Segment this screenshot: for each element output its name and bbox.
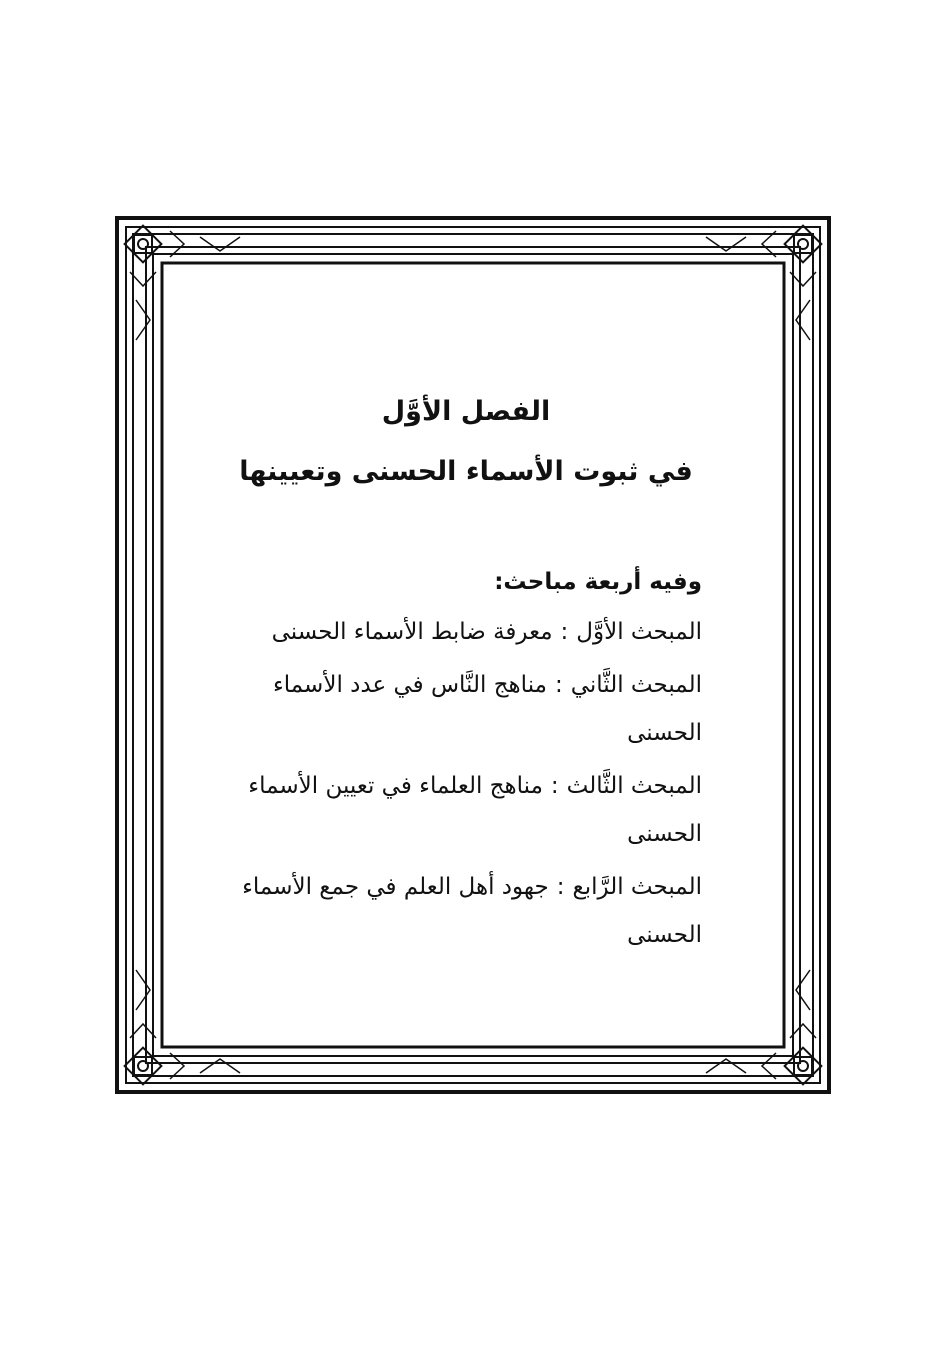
corner-ornament-top-left [125,226,162,263]
sections-list [230,608,702,959]
section-title: مناهج العلماء في تعيين الأسماء الحسنى [248,773,702,847]
corner-ornament-bottom-left [125,1048,162,1085]
section-item-1 [230,608,702,656]
section-title: معرفة ضابط الأسماء الحسنى [271,619,553,645]
section-title: جهود أهل العلم في جمع الأسماء الحسنى [242,874,702,948]
section-label: المبحث الثَّاني [570,672,702,698]
corner-ornament-bottom-right [785,1048,822,1085]
chapter-title: الفصل الأوَّل [381,396,551,427]
chapter-contents [230,390,702,964]
section-separator: : [550,773,559,799]
section-item-2 [230,661,702,757]
sections-intro: وفيه أربعة مباحث: [494,569,702,595]
section-label: المبحث الرَّابع [572,874,702,900]
chapter-subtitle: في ثبوت الأسماء الحسنى وتعيينها [239,456,693,487]
section-item-4 [230,863,702,959]
section-item-3 [230,762,702,858]
section-separator: : [560,619,569,645]
section-label: المبحث الثَّالث [566,773,702,799]
section-label: المبحث الأوَّل [576,619,702,645]
section-title: مناهج النَّاس في عدد الأسماء الحسنى [272,672,702,746]
corner-ornament-top-right [785,226,822,263]
section-separator: : [554,672,563,698]
section-separator: : [556,874,565,900]
